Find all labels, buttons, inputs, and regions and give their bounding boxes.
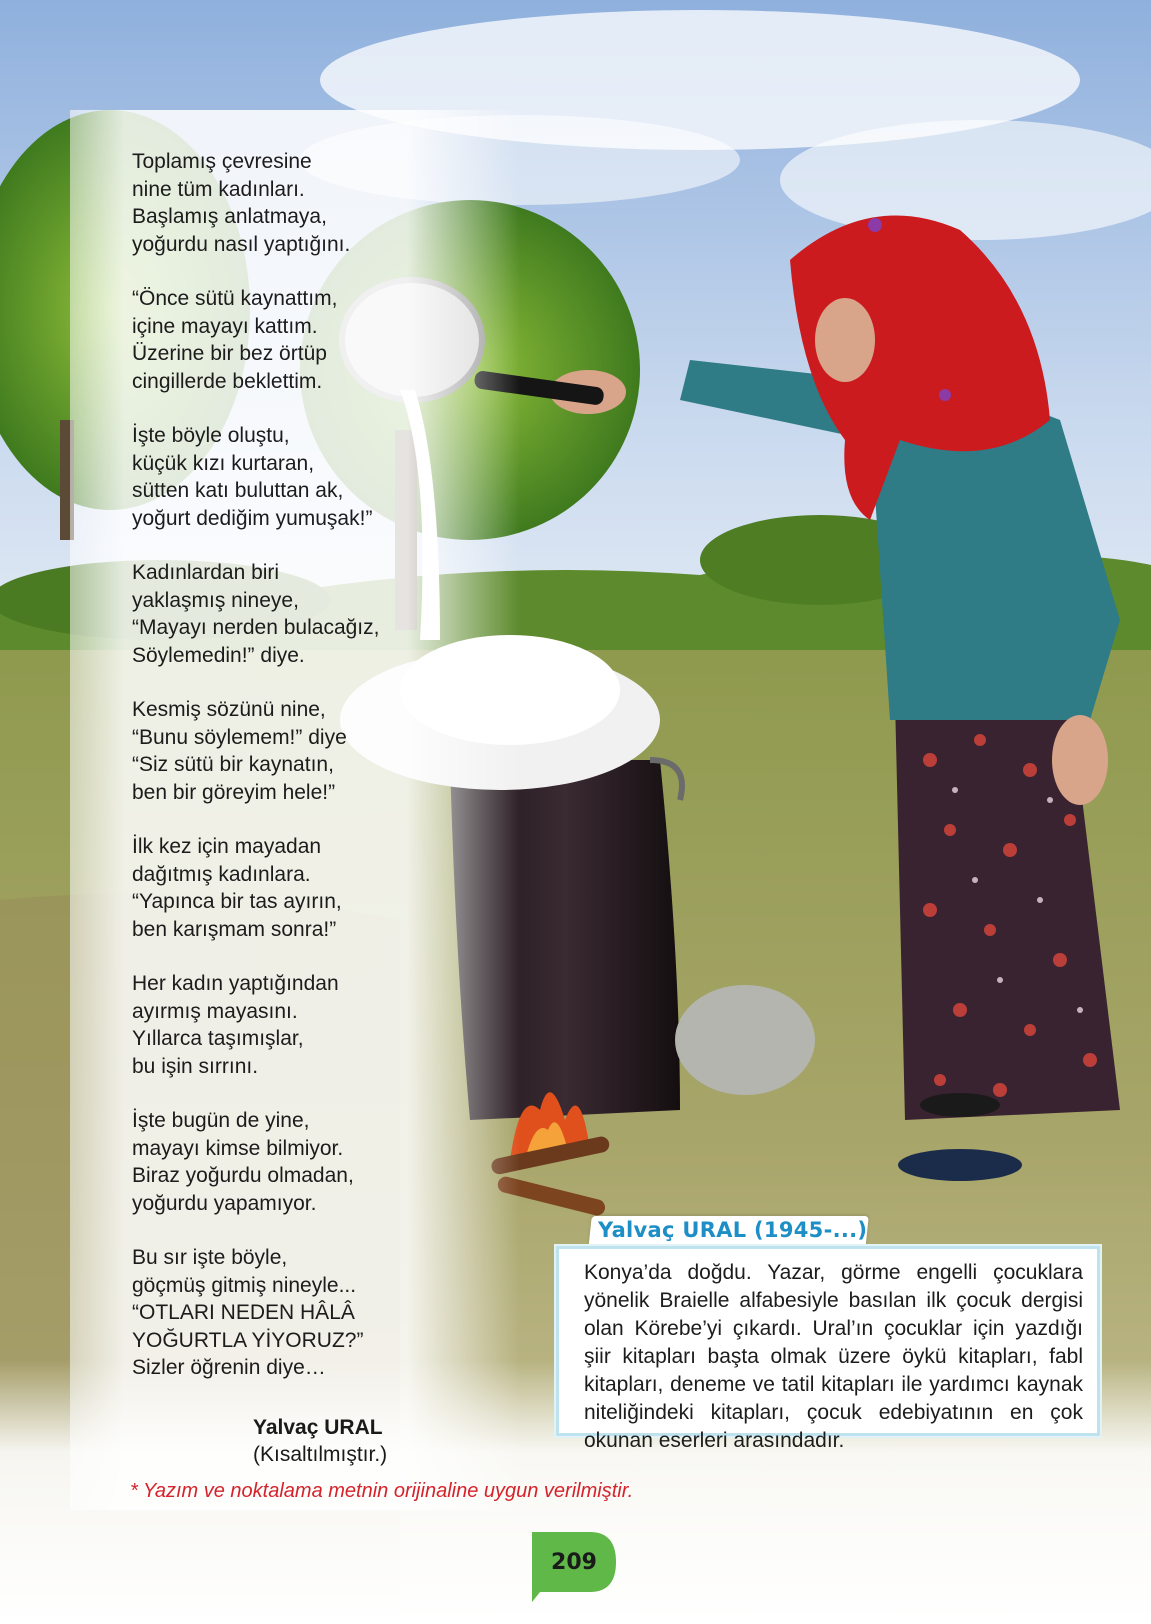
poem-line: küçük kızı kurtaran, (132, 451, 315, 475)
poem-signature (253, 1414, 387, 1468)
poem-line: Toplamış çevresine (132, 150, 312, 173)
poem-line: Söylemedin!” diye. (132, 643, 305, 667)
poem-text (132, 148, 502, 1409)
poem-line: Kadınlardan biri (132, 561, 280, 584)
poem-line: sütten katı buluttan ak, (132, 479, 344, 502)
poem-line: yaklaşmış nineye, (132, 588, 299, 612)
poem-line: Kesmiş sözünü nine, (132, 698, 326, 721)
poem-line: “OTLARI NEDEN HÂLÂ (132, 1301, 355, 1324)
author-name: Yalvaç URAL (253, 1416, 383, 1439)
poem-line: mayayı kimse bilmiyor. (132, 1136, 344, 1160)
poem-line: dağıtmış kadınlara. (132, 862, 311, 886)
poem-line: İşte böyle oluştu, (132, 424, 290, 447)
poem-line: ben karışmam sonra!” (132, 917, 337, 941)
poem-stanza (132, 559, 502, 669)
poem-line: göçmüş gitmiş nineyle... (132, 1273, 357, 1297)
poem-line: Sizler öğrenin diye… (132, 1356, 326, 1379)
poem-stanza (132, 148, 502, 258)
poem-line: ayırmış mayasını. (132, 999, 298, 1023)
poem-line: Bu sır işte böyle, (132, 1246, 288, 1269)
poem-line: “Yapınca bir tas ayırın, (132, 890, 342, 913)
poem-line: YOĞURTLA YİYORUZ?” (132, 1328, 364, 1352)
poem-line: yoğurt dediğim yumuşak!” (132, 506, 373, 530)
poem-line: “Mayayı nerden bulacağız, (132, 616, 380, 639)
poem-line: Başlamış anlatmaya, (132, 205, 327, 228)
bio-title: Yalvaç URAL (1945-...) (598, 1218, 868, 1242)
poem-line: “Bunu söylemem!” diye (132, 725, 347, 749)
bio-box (556, 1246, 1100, 1452)
poem-line: ben bir göreyim hele!” (132, 780, 336, 804)
poem-line: İşte bugün de yine, (132, 1109, 310, 1132)
poem-stanza (132, 285, 502, 395)
poem-line: bu işin sırrını. (132, 1054, 259, 1078)
poem-line: cingillerde beklettim. (132, 369, 323, 393)
footnote: * Yazım ve noktalama metnin orijinaline uygun verilmiştir. (130, 1480, 634, 1502)
page-number: 209 (551, 1550, 597, 1575)
poem-line: içine mayayı kattım. (132, 314, 318, 338)
poem-stanza (132, 970, 502, 1080)
poem-line: Yıllarca taşımışlar, (132, 1027, 304, 1050)
poem-line: yoğurdu yapamıyor. (132, 1191, 317, 1215)
poem-line: “Önce sütü kaynattım, (132, 287, 338, 310)
poem-line: Her kadın yaptığından (132, 972, 339, 995)
poem-stanza (132, 1244, 502, 1382)
abridged-note: (Kısaltılmıştır.) (253, 1443, 388, 1466)
poem-stanza (132, 1107, 502, 1217)
poem-stanza (132, 422, 502, 532)
poem-line: “Siz sütü bir kaynatın, (132, 753, 334, 776)
poem-line: Üzerine bir bez örtüp (132, 342, 327, 365)
poem-line: Biraz yoğurdu olmadan, (132, 1164, 354, 1187)
poem-stanza (132, 696, 502, 806)
poem-line: nine tüm kadınları. (132, 177, 305, 201)
poem-line: İlk kez için mayadan (132, 835, 322, 858)
bio-text: Konya’da doğdu. Yazar, görme engelli çocuklara yönelik Braielle alfabesiyle basılan ilk çocuk dergisi olan Körebe’yi çıkardı. Ural’ın çocuklar için yazdığı şiir kitapları başta olmak üzere öykü kitapları, fabl kitapları, deneme ve tatil kitapları ile yardımcı kaynak niteliğindeki kitapları, çocuk edebiyatının en çok okunan eserleri arasındadır. (584, 1261, 1083, 1452)
poem-line: yoğurdu nasıl yaptığını. (132, 232, 351, 256)
poem-stanza (132, 833, 502, 943)
